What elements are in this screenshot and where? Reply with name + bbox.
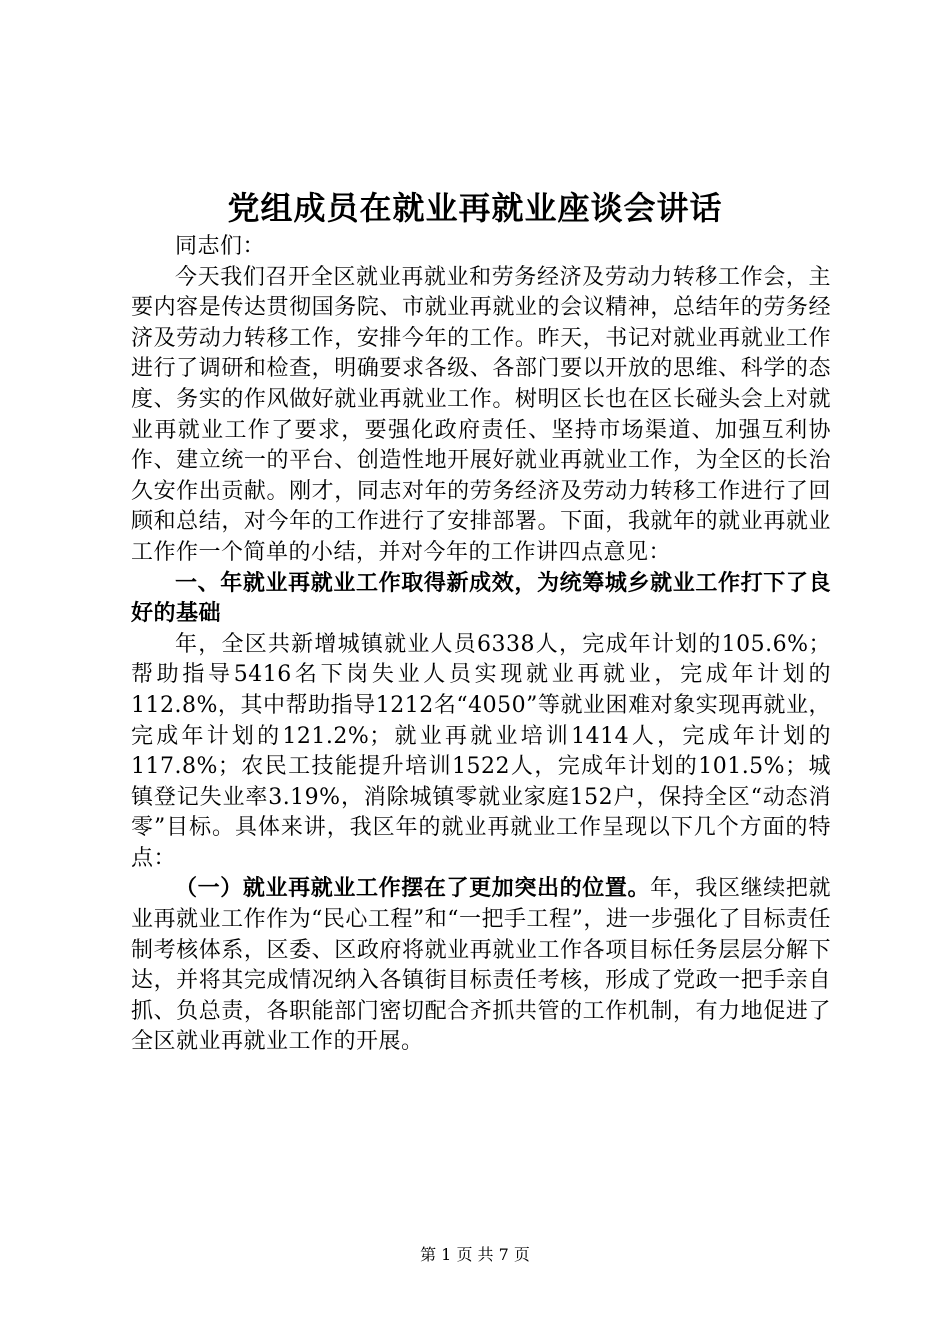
subsection-text: 年，我区继续把就业再就业工作作为“民心工程”和“一把手工程”，进一步强化了目标责任制考核体系，区委、区政府将就业再就业工作各项目标任务层层分解下达，并将其完成情况纳入各镇街目标责任考核，形成了党政一把手亲自抓、负总责，各职能部门密切配合齐抓共管的工作机制，有力地促进了全区就业再就业工作的开展。	[131, 876, 831, 1055]
paragraph-intro: 今天我们召开全区就业再就业和劳务经济及劳动力转移工作会，主要内容是传达贯彻国务院、市就业再就业的会议精神，总结年的劳务经济及劳动力转移工作，安排今年的工作。昨天，书记对就业再就业工作进行了调研和检查，明确要求各级、各部门要以开放的思维、科学的态度、务实的作风做好就业再就业工作。树明区长也在区长碰头会上对就业再就业工作了要求，要强化政府责任、坚持市场渠道、加强互利协作、建立统一的平台、创造性地开展好就业再就业工作，为全区的长治久安作出贡献。刚才，同志对年的劳务经济及劳动力转移工作进行了回顾和总结，对今年的工作进行了安排部署。下面，我就年的就业再就业工作作一个简单的小结，并对今年的工作讲四点意见：	[131, 264, 831, 565]
paragraph-statistics: 年，全区共新增城镇就业人员6338人，完成年计划的105.6%；帮助指导5416名下岗失业人员实现就业再就业，完成年计划的112.8%，其中帮助指导1212名“4050”等就业困难对象实现再就业，完成年计划的121.2%；就业再就业培训1414人，完成年计划的117.8%；农民工技能提升培训1522人，完成年计划的101.5%；城镇登记失业率3.19%，消除城镇零就业家庭152户，保持全区“动态消零”目标。具体来讲，我区年的就业再就业工作呈现以下几个方面的特点：	[131, 631, 831, 871]
document-body	[131, 232, 831, 1058]
paragraph-subsection	[131, 874, 831, 1058]
document-title: 党组成员在就业再就业座谈会讲话	[227, 189, 723, 227]
subsection-heading: （一）就业再就业工作摆在了更加突出的位置。	[175, 876, 651, 902]
page-number-footer: 第 1 页 共 7 页	[420, 1245, 530, 1264]
section-heading: 一、年就业再就业工作取得新成效，为统筹城乡就业工作打下了良好的基础	[131, 570, 831, 627]
salutation: 同志们：	[175, 234, 266, 259]
